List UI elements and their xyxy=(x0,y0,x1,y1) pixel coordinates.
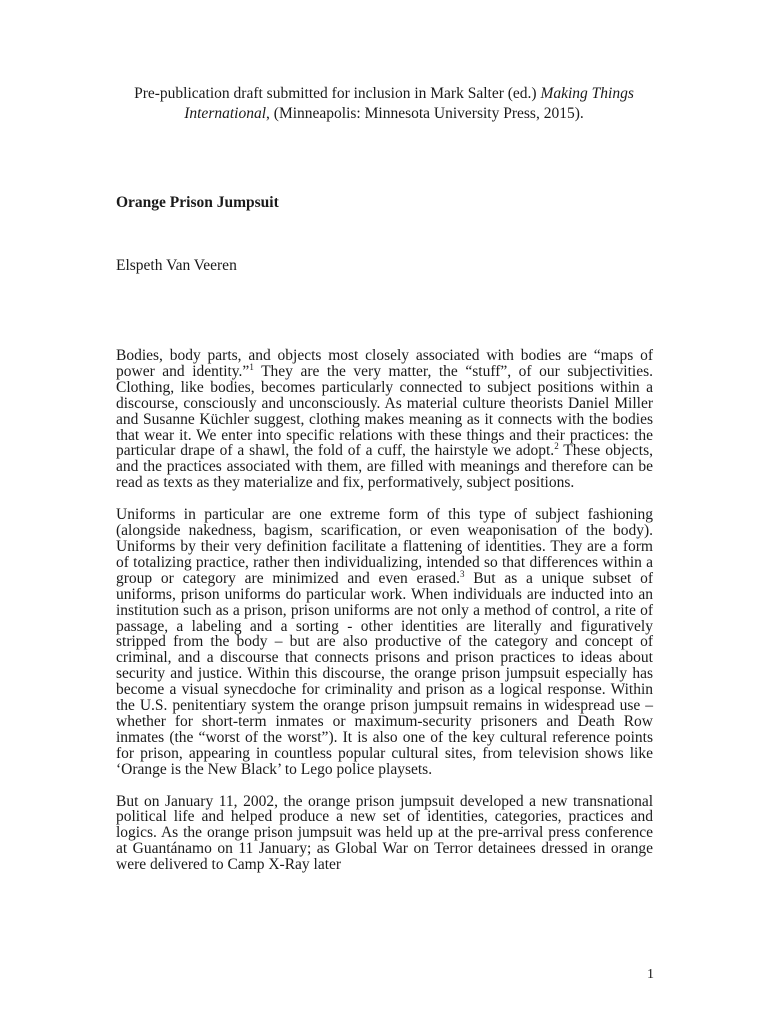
note-book-title: Making Things International xyxy=(184,85,634,122)
author-name: Elspeth Van Veeren xyxy=(116,257,237,274)
note-suffix: , (Minneapolis: Minnesota University Press, 2015). xyxy=(266,105,584,122)
paragraph-1-text-a: Bodies, body parts, and objects most closely associated with bodies are “maps of power and identity.” xyxy=(116,347,653,380)
article-body xyxy=(116,348,653,889)
paragraph-1-text-b: They are the very matter, the “stuff”, of our subjectivities. Clothing, like bodies, becomes particularly connected to subject positions within a discourse, consciously and unconsciously. As material culture theorists Daniel Miller and Susanne Küchler suggest, clothing makes meaning as it connects with the bodies that wear it. We enter into specific relations with these things and their practices: the particular drape of a shawl, the fold of a cuff, the hairstyle we adopt. xyxy=(116,362,653,460)
paragraph-1 xyxy=(116,348,653,491)
article-title: Orange Prison Jumpsuit xyxy=(116,194,279,211)
footnote-ref-1[interactable]: 1 xyxy=(249,361,254,372)
footnote-ref-2[interactable]: 2 xyxy=(554,441,559,452)
paragraph-2 xyxy=(116,507,653,777)
paragraph-1-text-c: These objects, and the practices associated with them, are filled with meanings and therefore can be read as texts as they materialize and fix, performatively, subject positions. xyxy=(116,442,653,492)
paragraph-2-text-a: Uniforms in particular are one extreme form of this type of subject fashioning (alongside nakedness, bagism, scarification, or even weaponisation of the body). Uniforms by their very definition facilitate a flattening of identities. They are a form of totalizing practice, rather then individualizing, intended so that differences within a group or category are minimized and even erased. xyxy=(116,506,653,587)
page-number: 1 xyxy=(647,967,654,982)
footnote-ref-3[interactable]: 3 xyxy=(459,568,465,579)
note-prefix: Pre-publication draft submitted for inclusion in Mark Salter (ed.) xyxy=(134,85,541,102)
prepublication-note xyxy=(100,84,668,124)
paragraph-2-text-b: But as a unique subset of uniforms, prison uniforms do particular work. When individuals are inducted into an institution such as a prison, prison uniforms are not only a method of control, a rite of passage, a labeling and a sorting - other identities are literally and figuratively stripped from the body – but are also productive of the category and concept of criminal, and a discourse that connects prisons and prison practices to ideas about security and justice. Within this discourse, the orange prison jumpsuit especially has become a visual synecdoche for criminality and prison as a logical response. Within the U.S. penitentiary system the orange prison jumpsuit remains in widespread use – whether for short-term inmates or maximum-security prisoners and Death Row inmates (the “worst of the worst”). It is also one of the key cultural reference points for prison, appearing in countless popular cultural sites, from television shows like ‘Orange is the New Black’ to Lego police playsets. xyxy=(116,569,653,778)
paragraph-3: But on January 11, 2002, the orange prison jumpsuit developed a new transnational political life and helped produce a new set of identities, categories, practices and logics. As the orange prison jumpsuit was held up at the pre-arrival press conference at Guantánamo on 11 January; as Global War on Terror detainees dressed in orange were delivered to Camp X-Ray later xyxy=(116,792,653,874)
